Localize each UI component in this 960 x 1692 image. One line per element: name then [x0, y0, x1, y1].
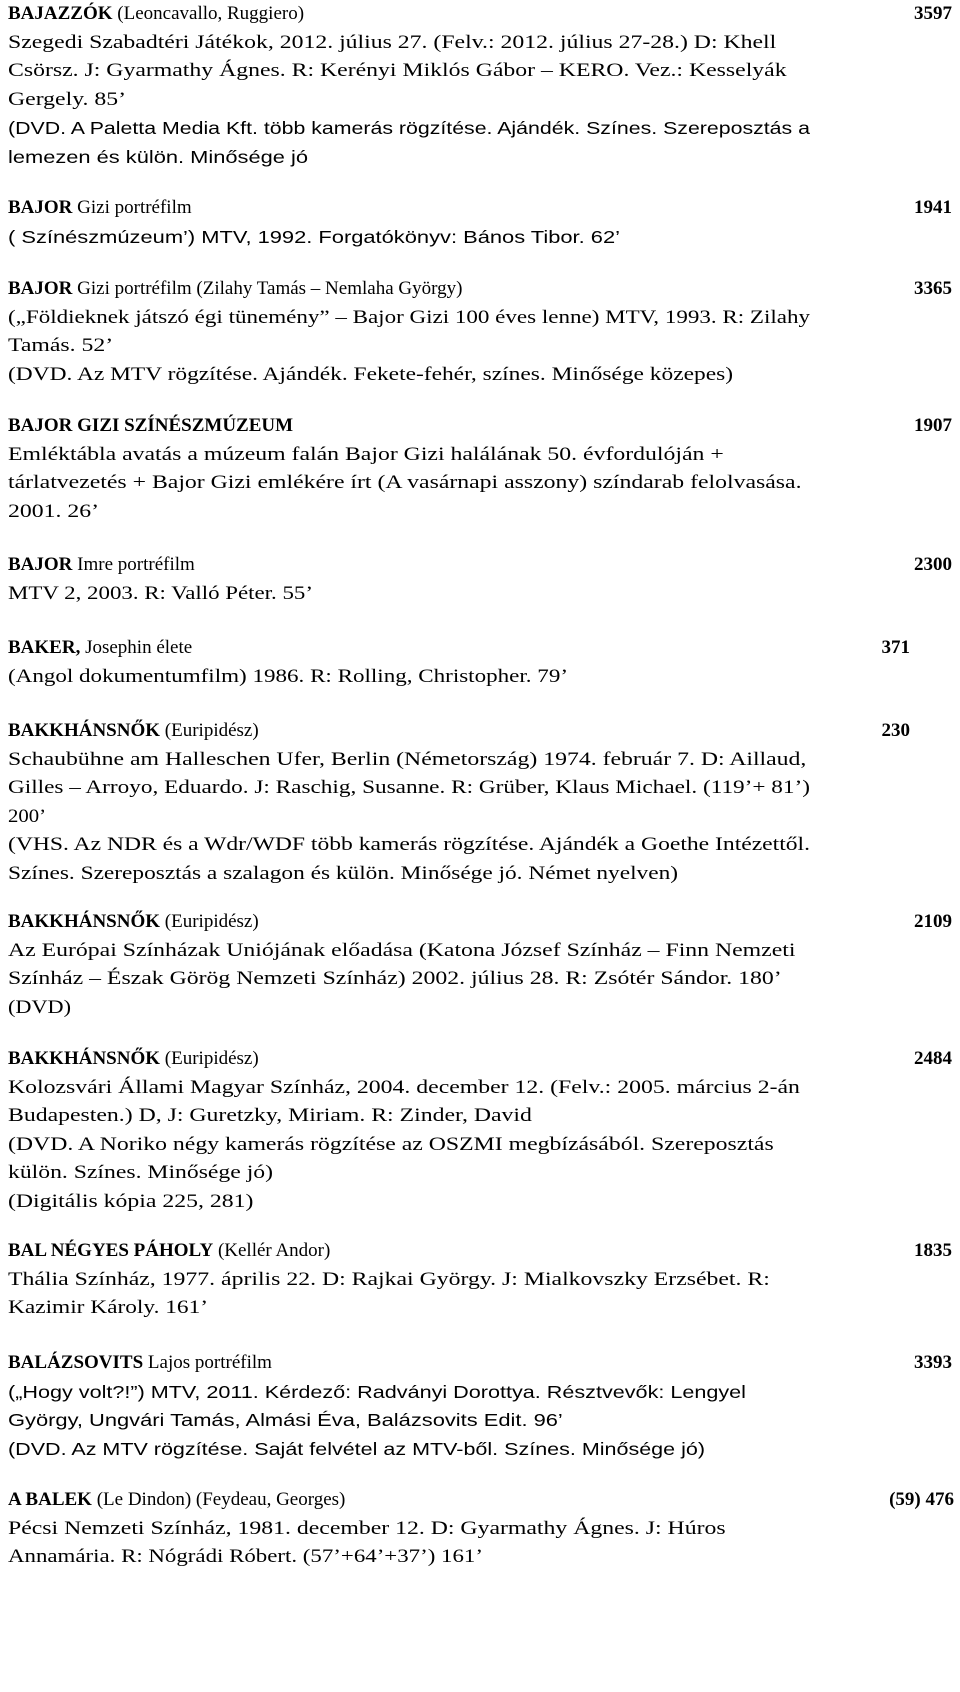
entry-line-text: 2001. 26’	[8, 500, 100, 522]
entry-heading	[0, 634, 960, 663]
entry-heading	[0, 1349, 960, 1378]
entry-title-bold: BAKKHÁNSNŐK	[8, 720, 161, 741]
entry-line	[0, 965, 960, 994]
entry-number: 1907	[914, 415, 952, 436]
entry-title-rest: (Leoncavallo, Ruggiero)	[112, 3, 305, 24]
entry-line-text: Kazimir Károly. 161’	[8, 1297, 209, 1319]
catalog-entry	[0, 1045, 960, 1217]
entry-title-bold: BAKKHÁNSNŐK	[8, 1048, 161, 1069]
entry-line-text: 200’	[8, 805, 47, 827]
entry-line	[0, 1406, 960, 1435]
entry-number: 2300	[914, 554, 952, 575]
entry-line	[0, 1131, 960, 1160]
entry-line-text: Pécsi Nemzeti Színház, 1981. december 12. D: Gyarmathy Ágnes. J: Húros	[8, 1517, 726, 1539]
entry-title	[8, 275, 462, 304]
entry-number: (59) 476	[889, 1489, 954, 1510]
entry-heading	[0, 908, 960, 937]
entry-title-bold: BAJOR	[8, 278, 73, 299]
entry-line-text: (Digitális kópia 225, 281)	[8, 1190, 254, 1212]
entry-title-rest: Josephin élete	[80, 637, 193, 658]
entry-line-text: Emléktábla avatás a múzeum falán Bajor Gizi halálának 50. évfordulóján +	[8, 443, 724, 465]
entry-title-rest: (Le Dindon) (Feydeau, Georges)	[91, 1489, 346, 1510]
entry-line-text: (VHS. Az NDR és a Wdr/WDF több kamerás rögzítése. Ajándék a Goethe Intézettől.	[8, 834, 811, 856]
entry-line-text: MTV 2, 2003. R: Valló Péter. 55’	[8, 582, 313, 604]
entry-line	[0, 469, 960, 498]
entry-heading	[0, 717, 960, 746]
entry-line	[0, 29, 960, 58]
entry-title-rest: Lajos portréfilm	[143, 1352, 272, 1373]
entry-number: 2109	[914, 911, 952, 932]
entry-title	[8, 1486, 345, 1515]
entry-line-text: (DVD. A Noriko négy kamerás rögzítése az OSZMI megbízásából. Szereposztás	[8, 1133, 774, 1155]
catalog-entry	[0, 275, 960, 389]
entry-line	[0, 361, 960, 390]
entry-heading	[0, 1045, 960, 1074]
entry-line-text: külön. Színes. Minősége jó)	[8, 1162, 274, 1184]
entry-title-rest: (Kellér Andor)	[213, 1240, 331, 1261]
entry-title	[8, 717, 259, 746]
catalog-entry	[0, 717, 960, 889]
entry-line	[0, 663, 960, 692]
entry-line-text: Kolozsvári Állami Magyar Színház, 2004. december 12. (Felv.: 2005. március 2-án	[8, 1076, 800, 1098]
entry-line	[0, 937, 960, 966]
entry-line-text: Színes. Szereposztás a szalagon és külön. Minősége jó. Német nyelven)	[8, 862, 679, 884]
entry-line	[0, 580, 960, 609]
entry-line-text: Budapesten.) D, J: Guretzky, Miriam. R: Zinder, David	[8, 1105, 532, 1127]
entry-line	[0, 1378, 960, 1407]
entry-line	[0, 441, 960, 470]
entry-title	[8, 634, 192, 663]
entry-title-rest: Gizi portréfilm	[72, 197, 192, 218]
entry-line-text: Annamária. R: Nógrádi Róbert. (57’+64’+37’) 161’	[8, 1546, 483, 1568]
entry-title-bold: BAJAZZÓK	[8, 3, 113, 24]
entry-heading	[0, 275, 960, 304]
entry-title	[8, 0, 304, 29]
entry-line	[0, 803, 960, 832]
entry-title-rest: Gizi portréfilm (Zilahy Tamás – Nemlaha György)	[72, 278, 463, 299]
entry-title-bold: BAJOR GIZI SZÍNÉSZMÚZEUM	[8, 415, 294, 436]
entry-title	[8, 1349, 272, 1378]
entry-line-text: (Angol dokumentumfilm) 1986. R: Rolling, Christopher. 79’	[8, 665, 569, 687]
entry-line-text: Thália Színház, 1977. április 22. D: Rajkai György. J: Mialkovszky Erzsébet. R:	[8, 1268, 770, 1290]
entry-line-text: („Földieknek játszó égi tünemény” – Bajor Gizi 100 éves lenne) MTV, 1993. R: Zilahy	[8, 306, 810, 328]
entry-title	[8, 908, 259, 937]
entry-title	[8, 551, 195, 580]
entry-heading	[0, 412, 960, 441]
entry-number: 371	[881, 637, 910, 658]
entry-heading	[0, 0, 960, 29]
entry-number: 3393	[914, 1352, 952, 1373]
entry-line	[0, 57, 960, 86]
entry-line-text: Színház – Észak Görög Nemzeti Színház) 2002. július 28. R: Zsótér Sándor. 180’	[8, 968, 782, 990]
entry-title-rest: (Euripidész)	[160, 1048, 259, 1069]
entry-number: 230	[881, 720, 910, 741]
entry-line-text: lemezen és külön. Minősége jó	[8, 146, 308, 167]
entry-line	[0, 1074, 960, 1103]
entry-title-bold: A BALEK	[8, 1489, 92, 1510]
entry-line	[0, 86, 960, 115]
catalog-entry	[0, 551, 960, 608]
entry-line	[0, 1266, 960, 1295]
entry-line	[0, 1102, 960, 1131]
entry-title-bold: BALÁZSOVITS	[8, 1352, 144, 1373]
entry-line	[0, 1515, 960, 1544]
entry-title-rest: Imre portréfilm	[72, 554, 195, 575]
entry-heading	[0, 194, 960, 223]
entry-number: 1941	[914, 197, 952, 218]
entry-title-bold: BAJOR	[8, 197, 73, 218]
entry-line	[0, 332, 960, 361]
entry-line	[0, 1435, 960, 1464]
entry-line-text: Tamás. 52’	[8, 335, 114, 357]
entry-number: 3365	[914, 278, 952, 299]
entry-line-text: tárlatvezetés + Bajor Gizi emlékére írt (A vasárnapi asszony) színdarab felolvasása.	[8, 472, 802, 494]
entry-number: 3597	[914, 3, 952, 24]
entry-line-text: (DVD. A Paletta Media Kft. több kamerás rögzítése. Ajándék. Színes. Szereposztás a	[8, 118, 810, 139]
entry-line	[0, 114, 960, 143]
catalog-entry	[0, 908, 960, 1022]
entry-line-text: ( Színészmúzeum’) MTV, 1992. Forgatókönyv: Bános Tibor. 62’	[8, 226, 620, 247]
entry-line-text: Szegedi Szabadtéri Játékok, 2012. július 27. (Felv.: 2012. július 27-28.) D: Khell	[8, 31, 777, 53]
entry-title-bold: BAJOR	[8, 554, 73, 575]
entry-title	[8, 412, 293, 441]
entry-line	[0, 1188, 960, 1217]
entry-line-text: (DVD)	[8, 996, 72, 1018]
catalog-entry	[0, 0, 960, 172]
catalog-entry	[0, 1237, 960, 1323]
entry-title	[8, 194, 192, 223]
entry-title-rest: (Euripidész)	[160, 720, 259, 741]
entry-line	[0, 994, 960, 1023]
entry-line-text: Gilles – Arroyo, Eduardo. J: Raschig, Susanne. R: Grüber, Klaus Michael. (119’+ 81’)	[8, 777, 810, 799]
catalog-entry	[0, 412, 960, 526]
entry-line-text: Gergely. 85’	[8, 88, 127, 110]
entry-line-text: (DVD. Az MTV rögzítése. Saját felvétel az MTV-ből. Színes. Minősége jó)	[8, 1438, 705, 1459]
entry-number: 2484	[914, 1048, 952, 1069]
catalog-entry	[0, 1486, 960, 1572]
entry-heading	[0, 1486, 960, 1515]
entry-line	[0, 1159, 960, 1188]
entry-line	[0, 1294, 960, 1323]
entry-line	[0, 860, 960, 889]
entry-line	[0, 304, 960, 333]
entry-title-bold: BAKKHÁNSNŐK	[8, 911, 161, 932]
entry-line	[0, 498, 960, 527]
entry-heading	[0, 551, 960, 580]
entry-title-bold: BAL NÉGYES PÁHOLY	[8, 1240, 214, 1261]
entry-number: 1835	[914, 1240, 952, 1261]
entry-title	[8, 1045, 259, 1074]
entry-line	[0, 774, 960, 803]
entry-line-text: Csörsz. J: Gyarmathy Ágnes. R: Kerényi Miklós Gábor – KERO. Vez.: Kesselyák	[8, 60, 787, 82]
catalog-entry	[0, 1349, 960, 1463]
entry-title	[8, 1237, 330, 1266]
entry-line	[0, 746, 960, 775]
entry-line-text: Schaubühne am Halleschen Ufer, Berlin (Németország) 1974. február 7. D: Aillaud,	[8, 748, 807, 770]
entry-line	[0, 223, 960, 252]
entry-line-text: („Hogy volt?!”) MTV, 2011. Kérdező: Radványi Dorottya. Résztvevők: Lengyel	[8, 1381, 746, 1402]
entry-line	[0, 1543, 960, 1572]
entry-line	[0, 831, 960, 860]
entry-line-text: (DVD. Az MTV rögzítése. Ajándék. Fekete-fehér, színes. Minősége közepes)	[8, 363, 734, 385]
entry-title-bold: BAKER,	[8, 637, 81, 658]
entry-line	[0, 143, 960, 172]
entry-line-text: Az Európai Színházak Uniójának előadása (Katona József Színház – Finn Nemzeti	[8, 939, 796, 961]
entry-line-text: György, Ungvári Tamás, Almási Éva, Balázsovits Edit. 96’	[8, 1410, 563, 1431]
catalog-entry	[0, 194, 960, 251]
entry-heading	[0, 1237, 960, 1266]
entry-title-rest: (Euripidész)	[160, 911, 259, 932]
catalog-entry	[0, 634, 960, 691]
